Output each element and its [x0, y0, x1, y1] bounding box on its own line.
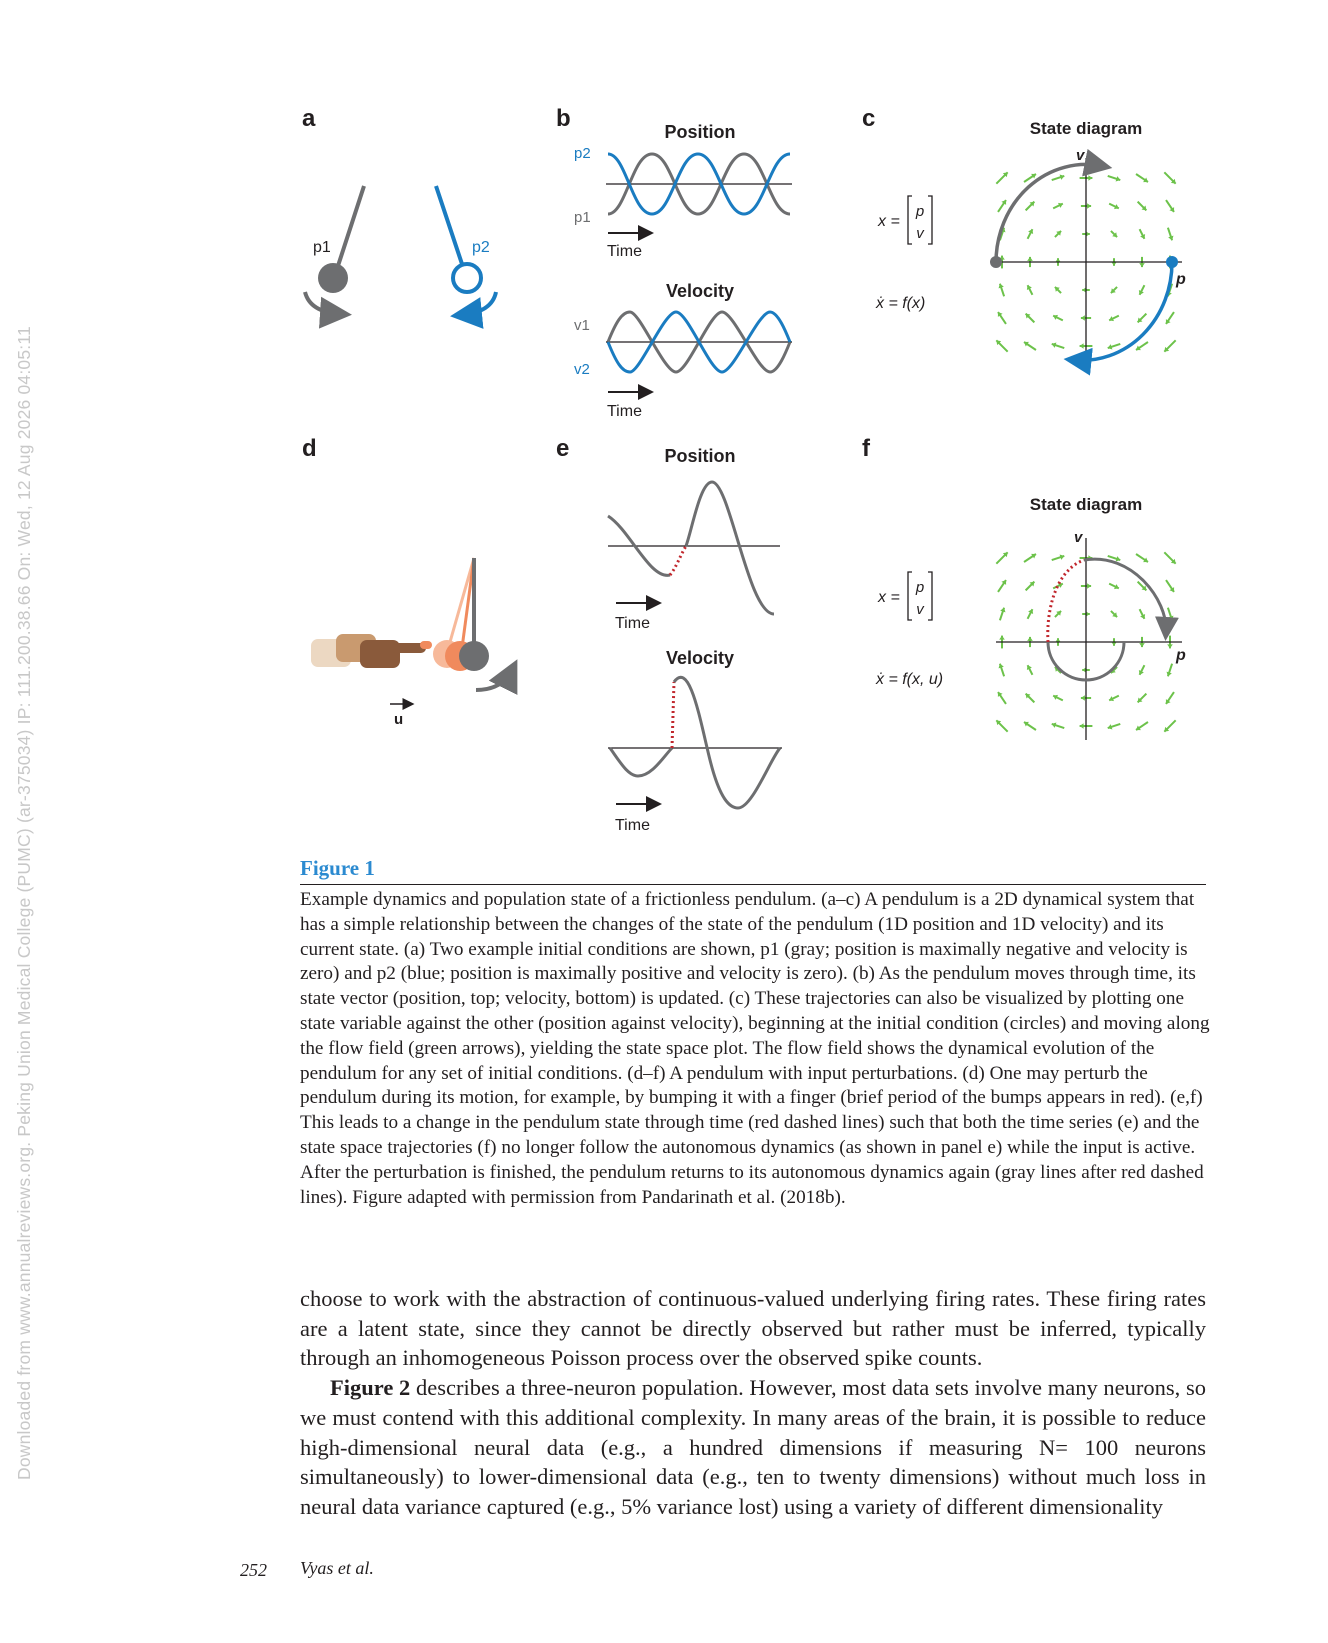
flow-arrow-head — [1081, 315, 1085, 321]
pendulum-p2-bob — [453, 264, 481, 292]
panel-letter-f: f — [862, 435, 870, 462]
panel-letter-c: c — [862, 105, 876, 132]
download-watermark: Downloaded from www.annualreviews.org. Peking Union Medical College (PUMC) (ar-375034) IP: 111.200.38.66 On: Wed, 12 Aug 2026 04:05:11 — [14, 326, 34, 1480]
flow-arrow-head — [1087, 203, 1091, 209]
velocity-time-label: Time — [607, 403, 642, 420]
figure-2-reference[interactable]: Figure 2 — [330, 1375, 411, 1401]
perturbed-state-vector-v: v — [916, 601, 924, 618]
state-vector-p: p — [915, 203, 925, 220]
perturbed-state-diagram-title: State diagram — [1029, 495, 1143, 514]
flow-arrow-head — [1087, 583, 1091, 589]
pendulum-p1-arrow — [305, 292, 340, 314]
panel-a — [305, 186, 496, 315]
perturbed-velocity-title: Velocity — [665, 648, 735, 668]
pendulum-p2-rod — [436, 186, 462, 264]
state-axis-v-label: v — [1076, 147, 1085, 164]
velocity-label-v2: v2 — [574, 361, 590, 378]
perturbed-axis-v-label: v — [1074, 529, 1083, 546]
panel-letter-a: a — [302, 105, 316, 132]
flow-arrow-head — [1088, 175, 1092, 181]
perturbed-state-vector-eq: x = — [878, 589, 900, 606]
velocity-title: Velocity — [665, 281, 735, 301]
panel-e — [608, 446, 782, 834]
flow-arrow-head — [1027, 637, 1033, 641]
pendulum-motion-arrow — [476, 670, 512, 690]
perturbed-velocity-curve — [610, 748, 672, 776]
caption-rule — [300, 884, 1206, 885]
page-number: 252 — [240, 1560, 267, 1580]
perturbed-state-vector-p: p — [915, 579, 925, 596]
panel-c — [875, 119, 1186, 372]
position-time-label: Time — [607, 243, 642, 260]
state-vector-v: v — [916, 225, 924, 242]
body-text — [300, 1284, 1206, 1522]
perturbed-axis-p-label: p — [1176, 647, 1186, 664]
perturbed-position-recovery — [686, 482, 774, 614]
state-axis-p-label: p — [1176, 271, 1186, 288]
pendulum-p2-label: p2 — [472, 239, 490, 256]
position-title: Position — [664, 122, 736, 142]
perturbed-velocity-red — [672, 682, 674, 748]
figure-caption-text: Example dynamics and population state of a frictionless pendulum. (a–c) A pendulum is a 2D dynamical system that has a simple relationship between the changes of the state of the pendulum (1D position and 1D velocity) and its current state. (a) Two example initial conditions are shown, p1 (gray; position is maximally negative and velocity is zero) and p2 (blue; position is maximally positive and velocity is zero). (b) As the pendulum moves through time, its state vector (position, top; velocity, bottom) is updated. (c) These trajectories can also be visualized by plotting one state variable against the other (position against velocity), beginning at the initial condition (circles) and moving along the flow field (green arrows), yielding the state space plot. The flow field shows the dynamical evolution of the pendulum for any set of initial conditions. (d–f) A pendulum with input perturbations. (d) One may perturb the pendulum during its motion, for example, by bumping it with a finger (brief period of the bumps appears in red). (e,f) This leads to a change in the pendulum state through time (red dashed lines) such that both the time series (e) and the state space trajectories (f) no longer follow the autonomous dynamics (as shown in panel e) while the input is active. After the perturbation is finished, the pendulum returns to its autonomous dynamics again (gray lines after red dashed lines). Figure adapted with permission from Pandarinath et al. (2018b). — [300, 889, 1210, 1208]
position-label-p1: p1 — [574, 209, 591, 226]
flow-arrow-head — [1027, 257, 1033, 261]
state-diagram-title: State diagram — [1029, 119, 1143, 138]
body-paragraph-2-text: describes a three-neuron population. However, most data sets involve many neurons, so we must contend with this additional complexity. In many areas of the brain, it is possible to reduce high-dimensional neural data (e.g., a hundred dimensions if measuring N= 100 neurons simultaneously) to lower-dimensional data (e.g., ten to twenty dimensions) without much loss in neural data variance captured (e.g., 5% variance lost) using a variety of different dimensionality — [300, 1375, 1207, 1519]
pendulum-rod-ghost-1 — [450, 558, 474, 642]
body-paragraph-2 — [300, 1373, 1206, 1522]
panel-letter-e: e — [556, 435, 570, 462]
body-paragraph-1: choose to work with the abstraction of continuous-valued underlying firing rates. These firing rates are a latent state, since they cannot be directly observed but rather must be inferred, typically through an inhomogeneous Poisson process over the observed spike counts. — [300, 1286, 1206, 1371]
flow-arrow-head — [1139, 643, 1145, 647]
perturbed-trajectory-red — [1048, 560, 1084, 642]
flow-arrow-head — [999, 636, 1005, 640]
perturbed-position-time-label: Time — [615, 615, 650, 632]
initial-condition-p1 — [990, 256, 1002, 268]
dynamics-eq: ẋ = f(x) — [876, 295, 926, 312]
perturbed-position-title: Position — [664, 446, 736, 466]
velocity-label-v1: v1 — [574, 317, 590, 334]
panel-letter-b: b — [556, 105, 571, 132]
running-footer-authors: Vyas et al. — [300, 1558, 374, 1578]
perturbed-position-red — [670, 546, 686, 575]
pendulum-p1-bob — [318, 263, 348, 293]
flow-arrow-head — [1139, 263, 1145, 267]
pendulum-p1-rod — [336, 186, 364, 272]
pendulum-p2-arrow — [462, 292, 496, 315]
perturbed-velocity-time-label: Time — [615, 817, 650, 834]
flow-arrow-head — [1080, 343, 1084, 349]
pendulum-bob — [459, 641, 489, 671]
finger-hands — [311, 634, 432, 668]
perturbed-velocity-recovery — [674, 677, 780, 808]
panel-letter-d: d — [302, 435, 317, 462]
panel-b — [574, 122, 792, 420]
state-vector-eq: x = — [878, 213, 900, 230]
perturbed-trajectory-recovery — [1084, 559, 1166, 632]
flow-arrow-head — [1167, 644, 1173, 648]
flow-arrow-head — [1080, 723, 1084, 729]
panel-d — [311, 558, 512, 728]
pendulum-p1-label: p1 — [313, 239, 331, 256]
perturbed-dynamics-eq: ẋ = f(x, u) — [876, 671, 944, 688]
initial-condition-p2 — [1166, 256, 1178, 268]
position-label-p2: p2 — [574, 145, 591, 162]
flow-arrow-head — [1081, 695, 1085, 701]
panel-f — [875, 495, 1186, 740]
input-u-label: u — [394, 711, 404, 728]
figure-caption-title: Figure 1 — [300, 856, 375, 880]
